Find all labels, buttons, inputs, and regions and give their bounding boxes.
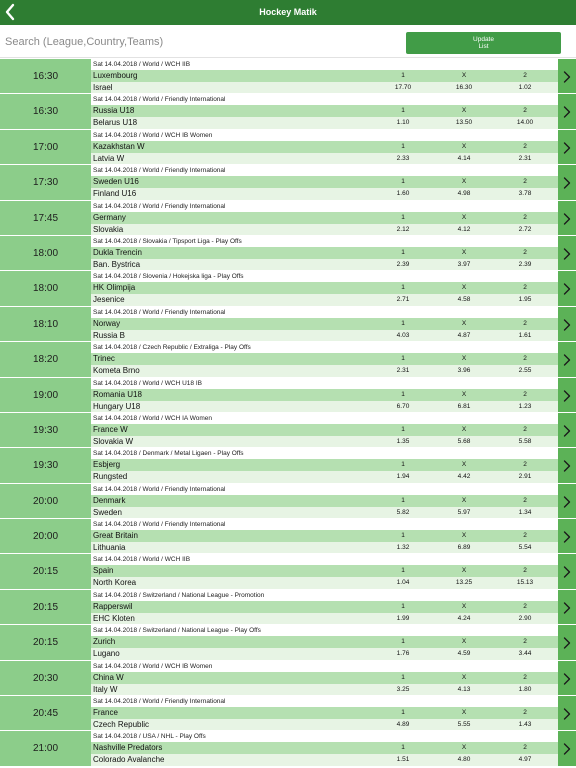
home-team: Romania U18 (93, 389, 142, 399)
outcome-1-header: 1 (401, 461, 405, 469)
away-team-row (91, 754, 558, 766)
outcome-x-header: X (461, 142, 467, 150)
match-row[interactable] (0, 625, 576, 660)
odds-2: 1.61 (518, 331, 532, 339)
odds-1: 2.12 (396, 225, 410, 233)
outcome-x-header: X (461, 178, 467, 186)
odds-2: 14.00 (516, 119, 534, 127)
outcome-2-header: 2 (523, 390, 527, 398)
match-detail-button[interactable] (558, 59, 576, 94)
away-team-row (91, 471, 558, 483)
outcome-1-header: 1 (401, 496, 405, 504)
match-time: 17:00 (0, 130, 91, 165)
odds-2: 2.39 (518, 260, 532, 268)
outcome-2-header: 2 (523, 602, 527, 610)
home-team: Dukla Trencin (93, 247, 142, 257)
outcome-1-header: 1 (401, 213, 405, 221)
match-detail-button[interactable] (558, 342, 576, 377)
outcome-x-header: X (461, 532, 467, 540)
home-team-row (91, 636, 558, 648)
home-team-row (91, 105, 558, 117)
outcome-2-header: 2 (523, 532, 527, 540)
away-team: Czech Republic (93, 720, 150, 730)
match-time: 16:30 (0, 59, 91, 94)
odds-1: 2.31 (396, 367, 410, 375)
match-row[interactable] (0, 448, 576, 483)
outcome-1-header: 1 (401, 248, 405, 256)
odds-x: 5.68 (457, 437, 471, 445)
match-time: 20:45 (0, 696, 91, 731)
odds-2: 5.58 (518, 437, 532, 445)
away-team-row (91, 82, 558, 94)
match-league: Sat 14.04.2018 / Slovenia / Hokejska liga - Play Offs (91, 271, 558, 282)
away-team: Kometa Brno (93, 366, 140, 376)
odds-1: 1.76 (396, 650, 410, 658)
outcome-2-header: 2 (523, 248, 527, 256)
odds-1: 1.51 (396, 756, 410, 764)
outcome-1-header: 1 (401, 178, 405, 186)
outcome-x-header: X (461, 602, 467, 610)
odds-2: 15.13 (516, 579, 534, 587)
match-league: Sat 14.04.2018 / World / WCH IIB (91, 554, 558, 565)
page-title: Hockey Matik (259, 7, 317, 17)
match-detail-button[interactable] (558, 165, 576, 200)
outcome-2-header: 2 (523, 673, 527, 681)
away-team: Belarus U18 (93, 118, 138, 128)
outcome-1-header: 1 (401, 284, 405, 292)
odds-2: 5.54 (518, 544, 532, 552)
outcome-x-header: X (461, 355, 467, 363)
home-team-row (91, 141, 558, 153)
outcome-x-header: X (461, 744, 467, 752)
home-team-row (91, 601, 558, 613)
odds-x: 5.55 (457, 721, 471, 729)
outcome-2-header: 2 (523, 496, 527, 504)
match-row[interactable] (0, 731, 576, 766)
match-time: 20:15 (0, 625, 91, 660)
match-detail-button[interactable] (558, 448, 576, 483)
match-league: Sat 14.04.2018 / World / WCH IB Women (91, 130, 558, 141)
outcome-2-header: 2 (523, 355, 527, 363)
home-team: Norway (93, 318, 121, 328)
odds-1: 1.94 (396, 473, 410, 481)
outcome-x-header: X (461, 496, 467, 504)
match-league: Sat 14.04.2018 / Switzerland / National League - Promotion (91, 590, 558, 601)
match-time: 20:00 (0, 519, 91, 554)
match-league: Sat 14.04.2018 / Slovakia / Tipsport Liga - Play Offs (91, 236, 558, 247)
home-team-row (91, 565, 558, 577)
match-row[interactable] (0, 271, 576, 306)
away-team-row (91, 401, 558, 413)
away-team: Russia B (93, 330, 126, 340)
away-team: Israel (93, 83, 113, 92)
match-row[interactable] (0, 554, 576, 589)
away-team: Latvia W (93, 153, 125, 163)
home-team: Denmark (93, 495, 126, 505)
match-time: 20:15 (0, 590, 91, 625)
match-row[interactable] (0, 201, 576, 236)
outcome-2-header: 2 (523, 284, 527, 292)
away-team: Slovakia W (93, 436, 134, 446)
odds-x: 5.97 (457, 508, 471, 516)
home-team: HK Olimpija (93, 283, 136, 293)
odds-2: 1.80 (518, 685, 532, 693)
match-league: Sat 14.04.2018 / World / WCH IB Women (91, 661, 558, 672)
away-team: Sweden (93, 507, 122, 517)
odds-x: 4.12 (457, 225, 471, 233)
home-team: Zurich (93, 637, 116, 647)
odds-1: 2.33 (396, 154, 410, 162)
away-team: Italy W (93, 684, 118, 694)
odds-2: 1.43 (518, 721, 532, 729)
match-row[interactable] (0, 307, 576, 342)
home-team-row (91, 672, 558, 684)
odds-x: 4.87 (457, 331, 471, 339)
away-team-row (91, 117, 558, 129)
outcome-1-header: 1 (401, 107, 405, 115)
outcome-1-header: 1 (401, 709, 405, 717)
home-team: Rapperswil (93, 601, 133, 611)
odds-x: 6.81 (457, 402, 471, 410)
away-team: Lithuania (93, 543, 126, 553)
home-team: Sweden U16 (93, 177, 139, 187)
home-team-row (91, 424, 558, 436)
match-detail-button[interactable] (558, 201, 576, 236)
odds-1: 2.39 (396, 260, 410, 268)
odds-1: 1.35 (396, 437, 410, 445)
match-row[interactable] (0, 342, 576, 377)
match-league: Sat 14.04.2018 / USA / NHL - Play Offs (91, 731, 558, 742)
home-team: China W (93, 672, 124, 682)
away-team-row (91, 330, 558, 342)
match-time: 20:30 (0, 661, 91, 696)
match-detail-button[interactable] (558, 696, 576, 731)
match-row[interactable] (0, 165, 576, 200)
match-league: Sat 14.04.2018 / World / WCH IIB (91, 59, 558, 70)
match-league: Sat 14.04.2018 / World / Friendly International (91, 519, 558, 530)
away-team-row (91, 613, 558, 625)
match-detail-button[interactable] (558, 94, 576, 129)
odds-2: 3.78 (518, 190, 532, 198)
away-team: Lugano (93, 649, 120, 659)
outcome-2-header: 2 (523, 744, 527, 752)
home-team: Kazakhstan W (93, 141, 145, 151)
odds-x: 4.58 (457, 296, 471, 304)
odds-x: 6.89 (457, 544, 471, 552)
match-time: 18:10 (0, 307, 91, 342)
match-detail-button[interactable] (558, 661, 576, 696)
odds-x: 4.59 (457, 650, 471, 658)
outcome-1-header: 1 (401, 72, 405, 79)
odds-1: 17.70 (394, 84, 412, 91)
outcome-x-header: X (461, 390, 467, 398)
outcome-2-header: 2 (523, 709, 527, 717)
match-league: Sat 14.04.2018 / World / Friendly International (91, 94, 558, 105)
odds-1: 4.89 (396, 721, 410, 729)
outcome-1-header: 1 (401, 602, 405, 610)
home-team: France W (93, 424, 128, 434)
match-league: Sat 14.04.2018 / Czech Republic / Extraliga - Play Offs (91, 342, 558, 353)
odds-x: 4.24 (457, 614, 471, 622)
away-team-row (91, 259, 558, 271)
match-league: Sat 14.04.2018 / World / Friendly International (91, 307, 558, 318)
odds-2: 2.55 (518, 367, 532, 375)
home-team-row (91, 318, 558, 330)
match-detail-button[interactable] (558, 484, 576, 519)
outcome-1-header: 1 (401, 425, 405, 433)
match-league: Sat 14.04.2018 / Switzerland / National League - Play Offs (91, 625, 558, 636)
outcome-2-header: 2 (523, 142, 527, 150)
away-team-row (91, 684, 558, 696)
home-team-row (91, 707, 558, 719)
odds-x: 4.98 (457, 190, 471, 198)
match-time: 20:00 (0, 484, 91, 519)
odds-2: 1.02 (518, 84, 532, 91)
outcome-2-header: 2 (523, 638, 527, 646)
home-team-row (91, 353, 558, 365)
match-row[interactable] (0, 378, 576, 413)
match-detail-button[interactable] (558, 413, 576, 448)
outcome-1-header: 1 (401, 638, 405, 646)
match-detail-button[interactable] (558, 378, 576, 413)
match-detail-button[interactable] (558, 307, 576, 342)
away-team: Ban. Bystrica (93, 259, 141, 269)
odds-1: 1.99 (396, 614, 410, 622)
match-detail-button[interactable] (558, 590, 576, 625)
home-team-row (91, 212, 558, 224)
match-detail-button[interactable] (558, 731, 576, 766)
away-team: Hungary U18 (93, 401, 141, 411)
home-team: Spain (93, 566, 114, 576)
home-team: Nashville Predators (93, 743, 163, 753)
odds-x: 4.80 (457, 756, 471, 764)
away-team: Finland U16 (93, 189, 137, 199)
match-row[interactable] (0, 413, 576, 448)
match-detail-button[interactable] (558, 130, 576, 165)
home-team: Trinec (93, 354, 115, 364)
away-team-row (91, 365, 558, 377)
odds-1: 1.10 (396, 119, 410, 127)
outcome-x-header: X (461, 319, 467, 327)
match-row[interactable] (0, 59, 576, 94)
outcome-1-header: 1 (401, 142, 405, 150)
away-team-row (91, 153, 558, 165)
outcome-x-header: X (461, 638, 467, 646)
outcome-x-header: X (461, 461, 467, 469)
home-team: Germany (93, 212, 126, 222)
outcome-1-header: 1 (401, 319, 405, 327)
odds-x: 4.14 (457, 154, 471, 162)
outcome-1-header: 1 (401, 567, 405, 575)
match-row[interactable] (0, 519, 576, 554)
match-detail-button[interactable] (558, 236, 576, 271)
match-detail-button[interactable] (558, 625, 576, 660)
odds-2: 2.31 (518, 154, 532, 162)
match-league: Sat 14.04.2018 / World / Friendly International (91, 484, 558, 495)
away-team-row (91, 719, 558, 731)
home-team: Esbjerg (93, 460, 121, 470)
odds-2: 3.44 (518, 650, 532, 658)
match-time: 19:30 (0, 413, 91, 448)
outcome-1-header: 1 (401, 673, 405, 681)
match-time: 19:00 (0, 378, 91, 413)
outcome-x-header: X (461, 248, 467, 256)
match-league: Sat 14.04.2018 / World / WCH IA Women (91, 413, 558, 424)
odds-1: 3.25 (396, 685, 410, 693)
outcome-x-header: X (461, 213, 467, 221)
odds-2: 1.23 (518, 402, 532, 410)
away-team-row (91, 188, 558, 200)
match-detail-button[interactable] (558, 519, 576, 554)
home-team-row (91, 459, 558, 471)
outcome-x-header: X (461, 425, 467, 433)
odds-x: 3.96 (457, 367, 471, 375)
match-row[interactable] (0, 590, 576, 625)
away-team-row (91, 648, 558, 660)
away-team-row (91, 294, 558, 306)
outcome-x-header: X (461, 709, 467, 717)
odds-1: 1.60 (396, 190, 410, 198)
home-team: France (93, 708, 118, 718)
match-row[interactable] (0, 236, 576, 271)
odds-1: 1.04 (396, 579, 410, 587)
outcome-1-header: 1 (401, 390, 405, 398)
outcome-x-header: X (461, 673, 467, 681)
home-team-row (91, 176, 558, 188)
home-team: Luxembourg (93, 71, 138, 80)
odds-2: 2.91 (518, 473, 532, 481)
odds-1: 5.82 (396, 508, 410, 516)
outcome-x-header: X (461, 72, 467, 79)
search-bar (0, 25, 576, 58)
away-team-row (91, 507, 558, 519)
away-team: Jesenice (93, 295, 125, 305)
home-team: Russia U18 (93, 106, 135, 116)
away-team: EHC Kloten (93, 613, 135, 623)
odds-2: 4.97 (518, 756, 532, 764)
outcome-2-header: 2 (523, 178, 527, 186)
match-time: 16:30 (0, 94, 91, 129)
odds-x: 13.50 (455, 119, 473, 127)
away-team-row (91, 436, 558, 448)
away-team: Colorado Avalanche (93, 755, 165, 765)
outcome-2-header: 2 (523, 213, 527, 221)
match-time: 20:15 (0, 554, 91, 589)
match-time: 19:30 (0, 448, 91, 483)
odds-x: 3.97 (457, 260, 471, 268)
match-league: Sat 14.04.2018 / World / Friendly International (91, 201, 558, 212)
match-detail-button[interactable] (558, 271, 576, 306)
outcome-2-header: 2 (523, 461, 527, 469)
match-time: 21:00 (0, 731, 91, 766)
outcome-2-header: 2 (523, 107, 527, 115)
match-time: 18:20 (0, 342, 91, 377)
match-league: Sat 14.04.2018 / World / WCH U18 IB (91, 378, 558, 389)
match-league: Sat 14.04.2018 / Denmark / Metal Ligaen - Play Offs (91, 448, 558, 459)
home-team-row (91, 742, 558, 754)
match-league: Sat 14.04.2018 / World / Friendly International (91, 696, 558, 707)
away-team: Rungsted (93, 472, 128, 482)
outcome-2-header: 2 (523, 319, 527, 327)
match-row[interactable] (0, 130, 576, 165)
match-time: 18:00 (0, 236, 91, 271)
away-team-row (91, 577, 558, 589)
home-team-row (91, 282, 558, 294)
outcome-2-header: 2 (523, 567, 527, 575)
outcome-2-header: 2 (523, 425, 527, 433)
home-team-row (91, 70, 558, 82)
outcome-1-header: 1 (401, 355, 405, 363)
odds-1: 1.32 (396, 544, 410, 552)
odds-x: 13.25 (455, 579, 473, 587)
away-team-row (91, 542, 558, 554)
home-team-row (91, 530, 558, 542)
navigation-bar (0, 0, 576, 25)
match-row[interactable] (0, 484, 576, 519)
home-team-row (91, 389, 558, 401)
outcome-1-header: 1 (401, 744, 405, 752)
away-team: North Korea (93, 578, 137, 588)
home-team-row (91, 495, 558, 507)
odds-2: 1.95 (518, 296, 532, 304)
home-team: Great Britain (93, 531, 138, 541)
outcome-2-header: 2 (523, 72, 527, 79)
match-row[interactable] (0, 94, 576, 129)
search-input[interactable] (0, 31, 398, 52)
match-time: 17:45 (0, 201, 91, 236)
outcome-x-header: X (461, 107, 467, 115)
away-team: Slovakia (93, 224, 124, 234)
home-team-row (91, 247, 558, 259)
update-list-button[interactable]: Update List (406, 32, 561, 54)
odds-1: 4.03 (396, 331, 410, 339)
odds-2: 1.34 (518, 508, 532, 516)
match-list (0, 59, 576, 768)
odds-1: 2.71 (396, 296, 410, 304)
match-row[interactable] (0, 661, 576, 696)
odds-x: 4.13 (457, 685, 471, 693)
match-detail-button[interactable] (558, 554, 576, 589)
odds-x: 4.42 (457, 473, 471, 481)
away-team-row (91, 224, 558, 236)
outcome-x-header: X (461, 284, 467, 292)
odds-x: 16.30 (455, 84, 473, 91)
match-league: Sat 14.04.2018 / World / Friendly International (91, 165, 558, 176)
odds-1: 6.70 (396, 402, 410, 410)
odds-2: 2.90 (518, 614, 532, 622)
match-time: 18:00 (0, 271, 91, 306)
outcome-1-header: 1 (401, 532, 405, 540)
outcome-x-header: X (461, 567, 467, 575)
odds-2: 2.72 (518, 225, 532, 233)
match-row[interactable] (0, 696, 576, 731)
match-time: 17:30 (0, 165, 91, 200)
